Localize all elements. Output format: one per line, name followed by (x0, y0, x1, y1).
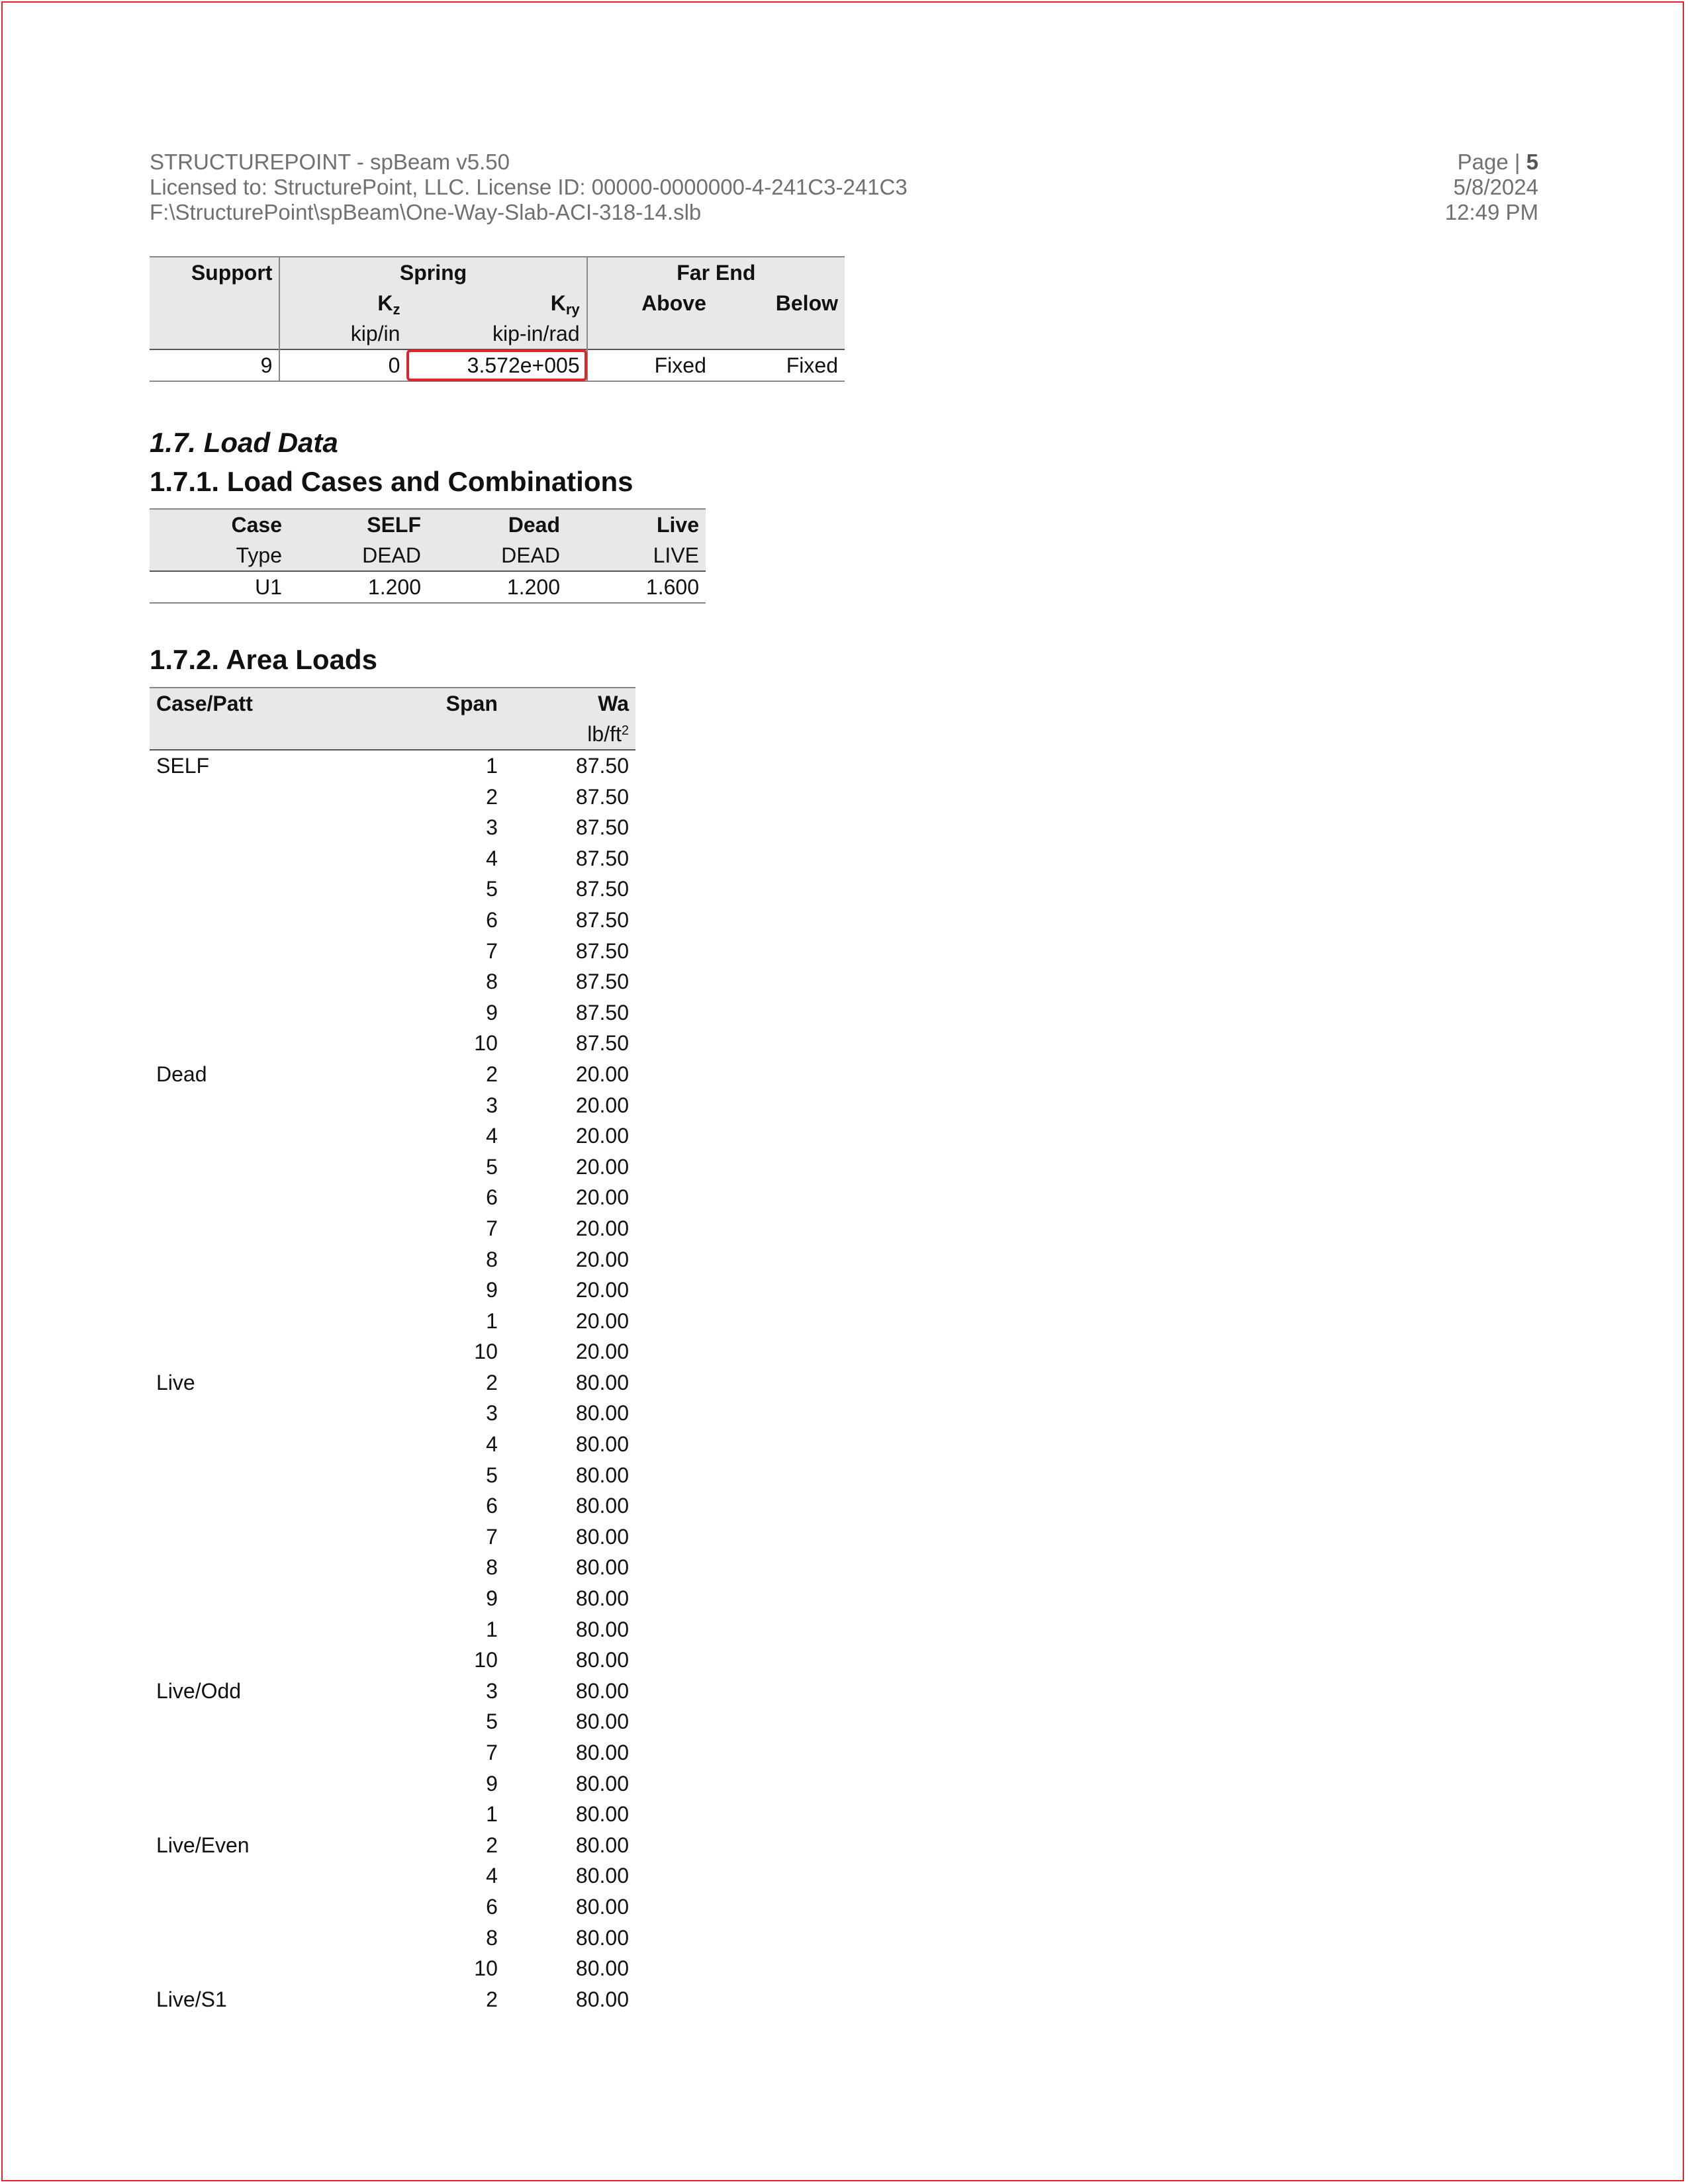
span-cell: 6 (486, 907, 498, 932)
table-row (150, 1182, 635, 1213)
case-patt-cell (150, 843, 347, 874)
span-cell: 2 (486, 1833, 498, 1857)
wa-cell: 80.00 (575, 1463, 629, 1487)
span-cell: 10 (474, 1956, 498, 1981)
case-patt-cell (150, 1552, 347, 1583)
case-patt-cell (150, 1860, 347, 1891)
wa-cell: 80.00 (575, 1741, 629, 1764)
wa-cell: 87.50 (575, 846, 629, 870)
area-loads-body (150, 750, 635, 2015)
wa-cell: 87.50 (575, 1031, 629, 1056)
table-row (150, 1583, 635, 1614)
table-row (150, 1923, 635, 1954)
case-patt-cell (150, 1429, 347, 1460)
span-cell: 3 (486, 1401, 498, 1426)
span-cell: 8 (486, 1247, 498, 1271)
case-patt-cell: Live/S1 (156, 1987, 227, 2011)
table-row (150, 1706, 635, 1737)
span-cell: 5 (486, 1463, 498, 1487)
case-patt-cell (150, 1522, 347, 1553)
wa-cell: 80.00 (575, 1956, 629, 1981)
span-cell: 2 (486, 1062, 498, 1086)
wa-cell: 80.00 (575, 1432, 629, 1457)
span-cell: 1 (486, 1308, 498, 1333)
wa-cell: 87.50 (575, 877, 629, 901)
case-patt-cell (150, 1583, 347, 1614)
table-row (150, 782, 635, 813)
col-self: SELF (289, 509, 428, 540)
kz-value: 0 (388, 353, 400, 377)
span-cell: 7 (486, 1524, 498, 1549)
span-cell: 8 (486, 970, 498, 994)
table-row (150, 812, 635, 843)
wa-cell: 87.50 (575, 784, 629, 809)
table-row (150, 1768, 635, 1799)
table-row (150, 1028, 635, 1059)
case-patt-cell (150, 1028, 347, 1059)
case-patt-cell (150, 1120, 347, 1152)
area-loads-table (150, 687, 635, 2015)
type-live: LIVE (567, 540, 706, 571)
case-patt-cell (150, 1460, 347, 1491)
case-patt-cell: Dead (156, 1062, 207, 1086)
span-cell: 6 (486, 1185, 498, 1210)
span-cell: 2 (486, 1370, 498, 1394)
col-kz: $K_z$ (279, 288, 406, 318)
table-row (150, 1398, 635, 1429)
table-row (150, 1336, 635, 1367)
wa-cell: 80.00 (575, 1925, 629, 1950)
table-row (150, 966, 635, 997)
col-wa: Wa (504, 688, 635, 719)
span-cell: 10 (474, 1031, 498, 1056)
type-label: Type (150, 540, 289, 571)
span-cell: 4 (486, 1864, 498, 1888)
span-cell: 8 (486, 1925, 498, 1950)
table-row (150, 843, 635, 874)
case-patt-cell: SELF (156, 754, 210, 778)
file-path: F:\StructurePoint\spBeam\One-Way-Slab-ACI-318-14.slb (150, 200, 702, 224)
support-spring-table (150, 256, 845, 382)
wa-cell: 80.00 (575, 1709, 629, 1734)
kry-value-highlighted: 3.572e+005 (406, 349, 586, 381)
table-row (150, 1490, 635, 1522)
section-load-data: 1.7. Load Data (150, 427, 338, 458)
table-row (150, 1059, 635, 1090)
wa-cell: 20.00 (575, 1247, 629, 1271)
case-patt-cell (150, 1645, 347, 1676)
wa-cell: 20.00 (575, 1185, 629, 1210)
wa-cell: 80.00 (575, 1617, 629, 1641)
col-case: Case (150, 509, 289, 540)
span-cell: 10 (474, 1648, 498, 1672)
section-load-cases: 1.7.1. Load Cases and Combinations (150, 466, 633, 497)
case-patt-cell (150, 812, 347, 843)
span-cell: 3 (486, 1093, 498, 1117)
col-support: Support (150, 257, 279, 288)
case-patt-cell (150, 1213, 347, 1244)
wa-cell: 80.00 (575, 1370, 629, 1394)
table-row (150, 1737, 635, 1768)
case-patt-cell: Live (156, 1370, 195, 1394)
col-far-end: Far End (587, 257, 845, 288)
case-patt-cell: Live/Odd (156, 1678, 242, 1703)
case-patt-cell (150, 1275, 347, 1306)
table-row (150, 1460, 635, 1491)
case-patt-cell (150, 997, 347, 1028)
case-patt-cell (150, 782, 347, 813)
wa-cell: 80.00 (575, 1494, 629, 1518)
case-patt-cell: Live/Even (156, 1833, 250, 1857)
type-dead: DEAD (428, 540, 567, 571)
span-cell: 2 (486, 784, 498, 809)
case-patt-cell (150, 1953, 347, 1984)
table-row (150, 1799, 635, 1830)
table-row (150, 1984, 635, 2015)
report-header-right (1445, 150, 1538, 225)
table-row (150, 1120, 635, 1152)
wa-cell: 20.00 (575, 1093, 629, 1117)
case-patt-cell (150, 1768, 347, 1799)
span-cell: 1 (486, 1802, 498, 1827)
wa-cell: 20.00 (575, 1340, 629, 1364)
wa-cell: 80.00 (575, 1401, 629, 1426)
report-date: 5/8/2024 (1453, 175, 1538, 199)
table-row (150, 905, 635, 936)
span-cell: 10 (474, 1340, 498, 1364)
wa-cell: 80.00 (575, 1894, 629, 1919)
wa-cell: 80.00 (575, 1987, 629, 2011)
span-cell: 3 (486, 1678, 498, 1703)
report-header-left (150, 150, 908, 225)
wa-cell: 80.00 (575, 1555, 629, 1580)
case-patt-cell (150, 966, 347, 997)
case-patt-cell (150, 1614, 347, 1645)
far-end-above: Fixed (654, 353, 706, 377)
case-patt-cell (150, 874, 347, 905)
case-patt-cell (150, 1706, 347, 1737)
table-row (150, 997, 635, 1028)
table-row (150, 1552, 635, 1583)
table-row (150, 1275, 635, 1306)
wa-cell: 87.50 (575, 907, 629, 932)
wa-cell: 80.00 (575, 1648, 629, 1672)
wa-cell: 87.50 (575, 970, 629, 994)
table-row (150, 1645, 635, 1676)
wa-cell: 80.00 (575, 1833, 629, 1857)
wa-cell: 80.00 (575, 1771, 629, 1796)
wa-cell: 87.50 (575, 938, 629, 963)
case-patt-cell (150, 1737, 347, 1768)
table-row (150, 1213, 635, 1244)
wa-cell: 80.00 (575, 1678, 629, 1703)
wa-unit: $lb/ft^2$ (504, 719, 635, 750)
table-row (150, 1860, 635, 1891)
license-info: Licensed to: StructurePoint, LLC. License ID: 00000-0000000-4-241C3-241C3 (150, 175, 908, 199)
table-row (150, 1090, 635, 1121)
table-row (150, 1244, 635, 1275)
span-cell: 9 (486, 1586, 498, 1611)
section-area-loads: 1.7.2. Area Loads (150, 644, 377, 675)
col-span: Span (347, 688, 504, 719)
program-name: STRUCTUREPOINT - spBeam v5.50 (150, 150, 510, 174)
span-cell: 1 (486, 754, 498, 778)
load-combinations-table (150, 508, 706, 604)
case-patt-cell (150, 1152, 347, 1183)
span-cell: 9 (486, 1771, 498, 1796)
span-cell: 1 (486, 1617, 498, 1641)
table-row (150, 1522, 635, 1553)
factor-dead: 1.200 (506, 575, 560, 599)
span-cell: 8 (486, 1555, 498, 1580)
wa-cell: 80.00 (575, 1802, 629, 1827)
table-row (150, 750, 635, 782)
case-patt-cell (150, 1182, 347, 1213)
wa-cell: 20.00 (575, 1062, 629, 1086)
table-row (150, 1891, 635, 1923)
type-self: DEAD (289, 540, 428, 571)
span-cell: 6 (486, 1494, 498, 1518)
col-case-patt: Case/Patt (150, 688, 347, 719)
span-cell: 7 (486, 938, 498, 963)
span-cell: 5 (486, 877, 498, 901)
table-row (150, 571, 706, 603)
kz-unit: kip/in (279, 318, 406, 349)
wa-cell: 20.00 (575, 1278, 629, 1302)
case-patt-cell (150, 1244, 347, 1275)
kry-unit: kip-in/rad (406, 318, 586, 349)
span-cell: 2 (486, 1987, 498, 2011)
page-indicator (1445, 150, 1538, 175)
table-row (150, 1953, 635, 1984)
span-cell: 9 (486, 1000, 498, 1024)
col-spring: Spring (279, 257, 586, 288)
table-row (150, 1614, 635, 1645)
col-kry: $K_{ry}$ (406, 288, 586, 318)
span-cell: 6 (486, 1894, 498, 1919)
span-cell: 3 (486, 815, 498, 840)
case-patt-cell (150, 1336, 347, 1367)
table-row (150, 936, 635, 967)
span-cell: 9 (486, 1278, 498, 1302)
table-row (150, 1367, 635, 1398)
span-cell: 4 (486, 1432, 498, 1457)
table-row (150, 1676, 635, 1707)
span-cell: 7 (486, 1216, 498, 1240)
col-live: Live (567, 509, 706, 540)
report-time: 12:49 PM (1444, 200, 1538, 224)
span-cell: 4 (486, 1124, 498, 1148)
table-row (150, 1306, 635, 1337)
table-row (150, 874, 635, 905)
span-cell: 5 (486, 1709, 498, 1734)
page-number: 5 (1526, 150, 1538, 174)
factor-self: 1.200 (367, 575, 421, 599)
case-patt-cell (150, 1306, 347, 1337)
wa-cell: 87.50 (575, 1000, 629, 1024)
col-below: Below (713, 288, 845, 318)
wa-cell: 20.00 (575, 1216, 629, 1240)
combo-name: U1 (255, 575, 282, 599)
wa-cell: 20.00 (575, 1308, 629, 1333)
table-row (150, 349, 845, 381)
table-row (150, 1429, 635, 1460)
case-patt-cell (150, 1490, 347, 1522)
case-patt-cell (150, 936, 347, 967)
wa-cell: 80.00 (575, 1586, 629, 1611)
wa-cell: 87.50 (575, 754, 629, 778)
span-cell: 5 (486, 1154, 498, 1179)
span-cell: 7 (486, 1741, 498, 1764)
page-label: Page | (1457, 150, 1526, 174)
col-above: Above (587, 288, 713, 318)
wa-cell: 20.00 (575, 1154, 629, 1179)
wa-cell: 20.00 (575, 1124, 629, 1148)
col-dead: Dead (428, 509, 567, 540)
table-row (150, 1830, 635, 1861)
case-patt-cell (150, 1799, 347, 1830)
far-end-below: Fixed (786, 353, 838, 377)
wa-cell: 80.00 (575, 1864, 629, 1888)
factor-live: 1.600 (645, 575, 699, 599)
case-patt-cell (150, 1891, 347, 1923)
wa-cell: 87.50 (575, 815, 629, 840)
table-row (150, 1152, 635, 1183)
case-patt-cell (150, 1923, 347, 1954)
support-id: 9 (150, 349, 279, 381)
span-cell: 4 (486, 846, 498, 870)
case-patt-cell (150, 1090, 347, 1121)
case-patt-cell (150, 905, 347, 936)
wa-cell: 80.00 (575, 1524, 629, 1549)
case-patt-cell (150, 1398, 347, 1429)
